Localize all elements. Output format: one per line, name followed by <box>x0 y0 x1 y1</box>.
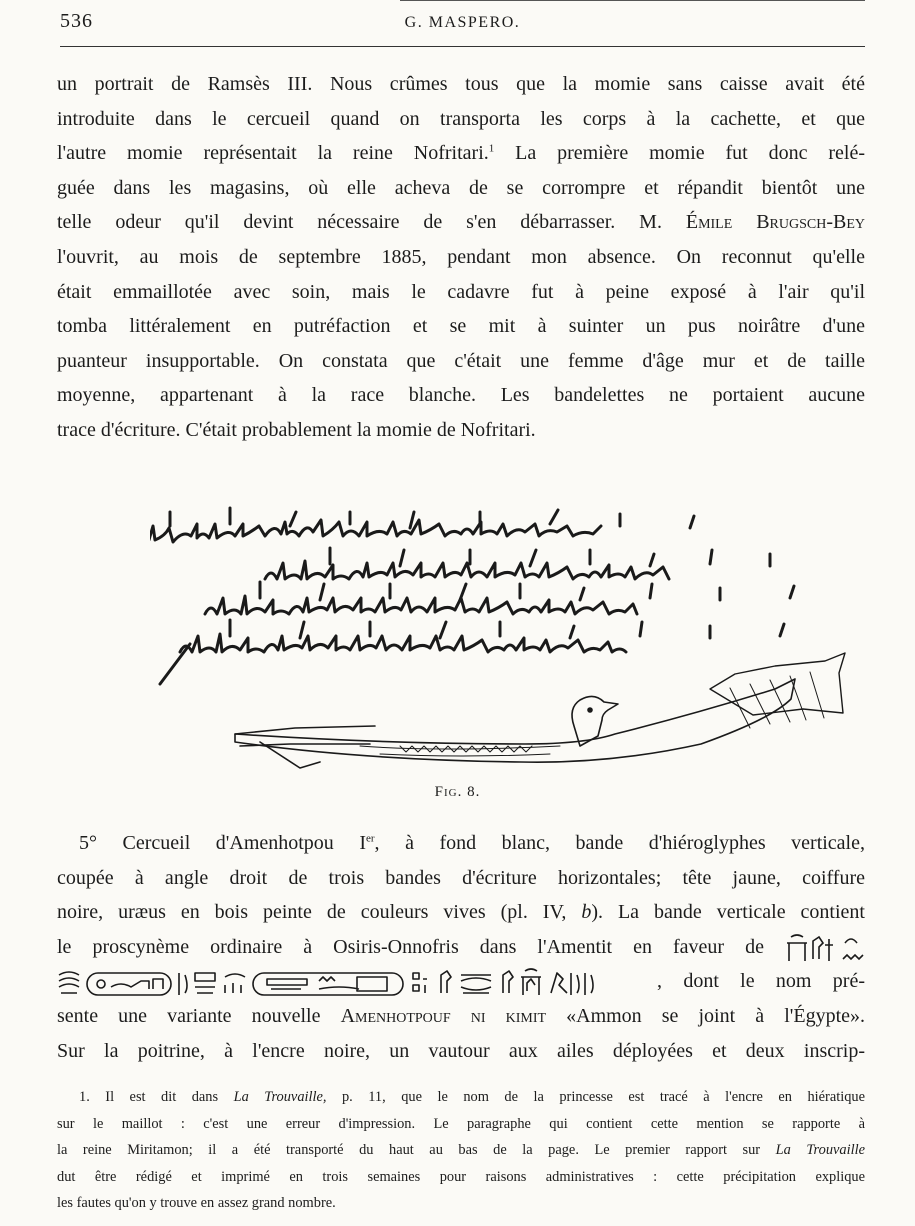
text-line: guée dans les magasins, où elle acheva de se corrompre et répandit bientôt une <box>57 176 865 199</box>
page-number: 536 <box>60 10 93 32</box>
footnote-line: sur le maillot : c'est une erreur d'impression. Le paragraphe qui contient cette mention se rapporte à <box>57 1115 865 1132</box>
text-line: noire, uræus en bois peinte de couleurs vives (pl. IV, b). La bande verticale contient <box>57 901 865 924</box>
hieroglyph-group-icon <box>785 933 865 963</box>
text-line: un portrait de Ramsès III. Nous crûmes tous que la momie sans caisse avait été <box>57 73 865 95</box>
page-header <box>60 0 865 48</box>
text-line: sente une variante nouvelle Amenhotpouf ni kimit «Ammon se joint à l'Égypte». <box>57 1004 866 1027</box>
footnote-line: dut être rédigé et imprimé en trois semaines pour raisons administratives : cette précipitation explique <box>57 1168 865 1185</box>
text-line: Sur la poitrine, à l'encre noire, un vautour aux ailes déployées et deux inscrip- <box>57 1039 865 1062</box>
text-line: telle odeur qu'il devint nécessaire de s'en débarrasser. M. Émile Brugsch-Bey <box>57 211 865 234</box>
footnote-number: 1. <box>79 1089 90 1105</box>
text-line: l'ouvrit, au mois de septembre 1885, pendant mon absence. On reconnut qu'elle <box>57 245 865 268</box>
text-line: coupée à angle droit de trois bandes d'écriture horizontales; tête jaune, coiffure <box>57 866 865 889</box>
text-line: , dont le nom pré- <box>57 964 865 999</box>
header-top-rule <box>400 0 865 1</box>
footnote-reference[interactable]: 1 <box>488 142 495 155</box>
text-line: le proscynème ordinaire à Osiris-Onnofris dans l'Amentit en faveur de <box>57 930 865 965</box>
text-line: l'autre momie représentait la reine Nofritari.$^1$ La première momie fut donc relé- <box>57 142 865 165</box>
figure-caption: Fig. 8. <box>434 784 481 800</box>
footnote-line: 1. Il est dit dans La Trouvaille, p. 11, que le nom de la princesse est tracé à l'encre en hiératique <box>79 1089 865 1105</box>
text-line: trace d'écriture. C'était probablement la momie de Nofritari. <box>57 418 536 441</box>
text-line: puanteur insupportable. On constata que c'était une femme d'âge mur et de taille <box>57 349 865 372</box>
royal-name: Amenhotpouf ni kimit <box>340 1004 547 1027</box>
text-line: introduite dans le cercueil quand on transporta les corps à la cachette, et que <box>57 107 865 130</box>
running-head: G. MASPERO. <box>404 14 521 31</box>
header-bottom-rule <box>60 46 865 47</box>
footnote-line: la reine Miritamon; il a été transporté du haut au bas de la page. Le premier rapport sur La Trouvaille <box>57 1142 865 1159</box>
hieratic-inscription-figure <box>150 484 870 784</box>
text-line: était emmaillotée avec soin, mais le cadavre fut à peine exposé à l'air qu'il <box>57 280 865 303</box>
footnote <box>57 1084 865 1217</box>
paragraph-2 <box>57 826 865 1068</box>
text-line: tomba littéralement en putréfaction et se mit à suinter un pus noirâtre d'une <box>57 315 865 338</box>
vulture-drawing <box>235 653 845 768</box>
text-line: moyenne, appartenant à la race blanche. Les bandelettes ne portaient aucune <box>57 384 865 407</box>
person-name: Émile Brugsch-Bey <box>685 211 865 234</box>
footnote-line: les fautes qu'on y trouve en assez grand nombre. <box>57 1195 336 1212</box>
paragraph-1 <box>57 67 865 448</box>
hieratic-text-lines <box>150 508 794 684</box>
text-line: 5° Cercueil d'Amenhotpou Ier, à fond blanc, bande d'hiéroglyphes verticale, <box>79 832 865 854</box>
cartouche-hieroglyphs-icon <box>57 967 657 999</box>
